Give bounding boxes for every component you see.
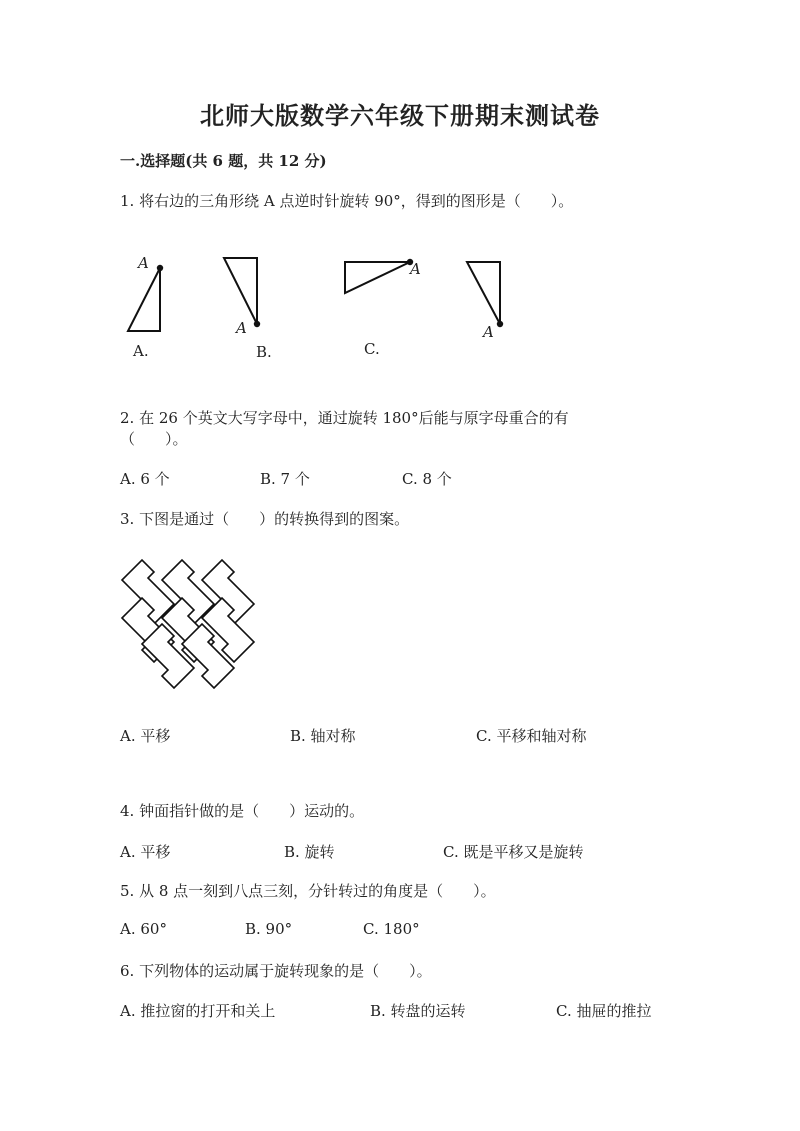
option-label-c: C. (364, 340, 380, 358)
question-3-option-a[interactable]: A. 平移 (120, 727, 171, 745)
question-2-text: 2. 在 26 个英文大写字母中，通过旋转 180°后能与原字母重合的有 (120, 409, 569, 427)
question-4-text: 4. 钟面指针做的是（ ）运动的。 (120, 802, 365, 820)
question-1-text: 1. 将右边的三角形绕 A 点逆时针旋转 90°，得到的图形是（ ）。 (120, 192, 574, 210)
vertex-label-c: A (410, 260, 421, 278)
question-3-text: 3. 下图是通过（ ）的转换得到的图案。 (120, 510, 410, 528)
question-2-option-a[interactable]: A. 6 个 (120, 470, 170, 488)
vertex-label-b: A (236, 319, 247, 337)
question-2-option-c[interactable]: C. 8 个 (402, 470, 452, 488)
question-4-option-b[interactable]: B. 旋转 (284, 843, 335, 861)
option-label-a: A. (133, 342, 149, 360)
question-6-option-a[interactable]: A. 推拉窗的打开和关上 (120, 1002, 276, 1020)
page-title: 北师大版数学六年级下册期末测试卷 (200, 101, 600, 130)
question-4-option-a[interactable]: A. 平移 (120, 843, 171, 861)
question-4-option-c[interactable]: C. 既是平移又是旋转 (443, 843, 584, 861)
question-2-option-b[interactable]: B. 7 个 (260, 470, 310, 488)
question-5-option-c[interactable]: C. 180° (363, 920, 420, 938)
vertex-label-d: A (483, 323, 494, 341)
section-title: 一.选择题(共 6 题，共 12 分) (120, 152, 327, 170)
question-6-option-c[interactable]: C. 抽屉的推拉 (556, 1002, 652, 1020)
question-6-option-b[interactable]: B. 转盘的运转 (370, 1002, 466, 1020)
option-label-b: B. (256, 343, 272, 361)
question-6-text: 6. 下列物体的运动属于旋转现象的是（ ）。 (120, 962, 432, 980)
question-5-option-b[interactable]: B. 90° (245, 920, 293, 938)
question-5-text: 5. 从 8 点一刻到八点三刻，分针转过的角度是（ ）。 (120, 882, 496, 900)
question-5-option-a[interactable]: A. 60° (120, 920, 167, 938)
pattern-tiles (122, 560, 254, 688)
question-3-option-c[interactable]: C. 平移和轴对称 (476, 727, 587, 745)
question-2-text-continued: （ ）。 (120, 430, 188, 448)
question-3-option-b[interactable]: B. 轴对称 (290, 727, 356, 745)
vertex-label-a: A (138, 254, 149, 272)
